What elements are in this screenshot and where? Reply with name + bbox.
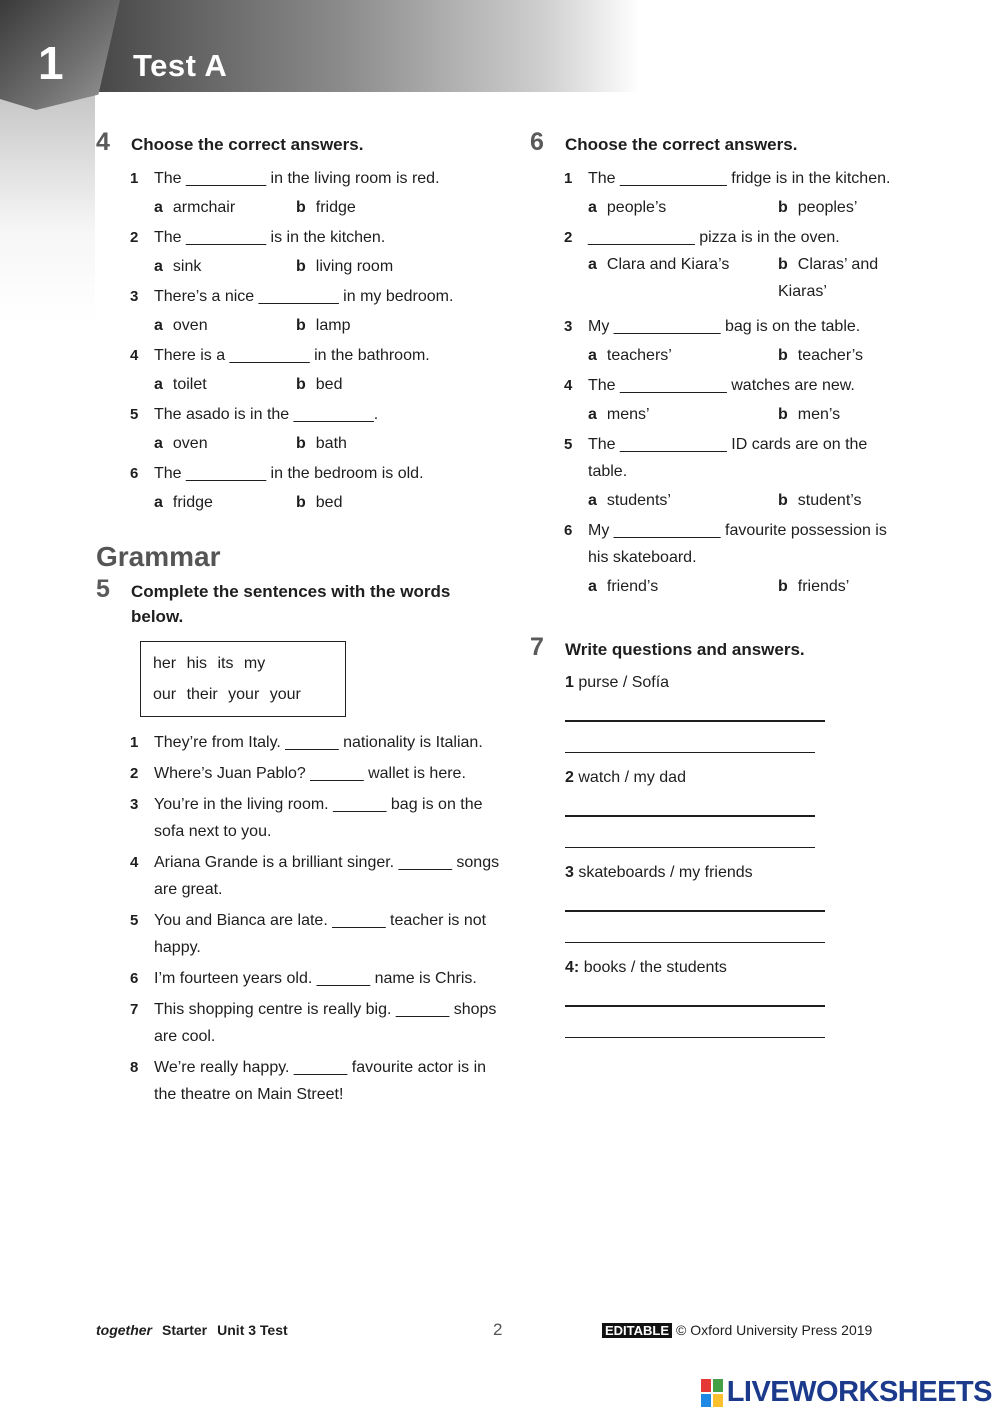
option-b[interactable]: b friends’ <box>778 578 850 595</box>
question-number: 5 <box>130 912 139 929</box>
left-column <box>96 128 500 1112</box>
question-text: The _________ is in the kitchen. <box>154 229 386 246</box>
question <box>530 372 908 399</box>
exercise-number: 5 <box>96 575 110 603</box>
footer-book: together <box>96 1322 152 1338</box>
question-number: 3 <box>130 288 139 305</box>
footer-level: Starter <box>162 1322 208 1338</box>
question <box>96 460 496 487</box>
option-b[interactable]: b bed <box>296 494 343 511</box>
answer-line[interactable] <box>565 1005 825 1007</box>
question-number: 6 <box>564 522 573 539</box>
question <box>96 401 496 428</box>
liveworksheets-logo <box>701 1376 992 1409</box>
option-a[interactable]: a oven <box>154 317 208 334</box>
exercise-instruction: Choose the correct answers. <box>131 135 364 154</box>
right-column <box>530 128 930 1038</box>
answer-line[interactable] <box>565 815 815 817</box>
question-text: ____________ pizza is in the oven. <box>588 229 840 246</box>
options <box>96 251 496 283</box>
footer-unit: Unit 3 Test <box>217 1322 288 1338</box>
exercise-instruction: Write questions and answers. <box>565 640 805 659</box>
question <box>96 342 496 369</box>
question <box>96 965 494 992</box>
question-number: 1 <box>130 734 139 751</box>
question-number: 4 <box>130 347 139 364</box>
options <box>530 192 930 224</box>
options <box>530 485 930 517</box>
question <box>96 849 504 903</box>
footer-book-info <box>96 1322 298 1338</box>
page-number: 2 <box>493 1320 503 1339</box>
option-b[interactable]: b living room <box>296 258 394 275</box>
option-a[interactable]: a friend’s <box>588 578 659 595</box>
question-text: There’s a nice _________ in my bedroom. <box>154 288 454 305</box>
question-text[interactable]: This shopping centre is really big. ______ shops are cool. <box>154 1001 497 1045</box>
answer-line[interactable] <box>565 720 825 722</box>
question <box>96 996 499 1050</box>
question-text: The _________ in the living room is red. <box>154 170 440 187</box>
question-number: 7 <box>130 1001 139 1018</box>
options <box>96 428 496 460</box>
write-prompt: 4: books / the students <box>565 959 727 976</box>
option-a[interactable]: a students’ <box>588 492 671 509</box>
question-text[interactable]: We’re really happy. ______ favourite actor is in the theatre on Main Street! <box>154 1059 487 1103</box>
option-b[interactable]: b fridge <box>296 199 356 216</box>
question-number: 5 <box>564 436 573 453</box>
option-b[interactable]: b Claras’ and Kiaras’ <box>778 256 879 300</box>
write-prompt: 2 watch / my dad <box>565 769 686 786</box>
exercise-number: 4 <box>96 128 110 156</box>
question <box>530 517 908 571</box>
option-a[interactable]: a oven <box>154 435 208 452</box>
question <box>96 760 494 787</box>
question-number: 6 <box>130 970 139 987</box>
question-text[interactable]: Ariana Grande is a brilliant singer. ______ songs are great. <box>154 854 500 898</box>
question-number: 8 <box>130 1059 139 1076</box>
option-a[interactable]: a sink <box>154 258 202 275</box>
question-text[interactable]: Where’s Juan Pablo? ______ wallet is here. <box>154 765 466 782</box>
question <box>96 1054 494 1108</box>
section-heading-grammar: Grammar <box>96 541 221 572</box>
word-box-line: her his its my <box>153 655 266 672</box>
question-number: 4 <box>130 854 139 871</box>
question-number: 3 <box>130 796 139 813</box>
question-text: The ____________ ID cards are on the table. <box>588 436 868 480</box>
brand-name: LIVEWORKSHEETS <box>726 1376 992 1408</box>
liveworksheets-icon <box>701 1379 723 1407</box>
question-text: The _________ in the bedroom is old. <box>154 465 424 482</box>
copyright-text: © Oxford University Press 2019 <box>676 1322 873 1338</box>
option-a[interactable]: a Clara and Kiara’s <box>588 256 730 273</box>
option-a[interactable]: a teachers’ <box>588 347 672 364</box>
question-text[interactable]: You and Bianca are late. ______ teacher is not happy. <box>154 912 487 956</box>
question <box>96 224 496 251</box>
question <box>530 431 908 485</box>
write-prompt: 3 skateboards / my friends <box>565 864 753 881</box>
question <box>96 791 494 845</box>
options <box>530 251 930 313</box>
write-prompt: 1 purse / Sofía <box>565 674 670 691</box>
question-text: My ____________ favourite possession is his skateboard. <box>588 522 887 566</box>
word-box <box>140 641 346 717</box>
exercise-5-heading <box>96 575 496 629</box>
question-text[interactable]: They’re from Italy. ______ nationality is Italian. <box>154 734 483 751</box>
exercise-6-heading <box>530 128 930 157</box>
editable-badge: EDITABLE <box>602 1323 672 1338</box>
question-text[interactable]: You’re in the living room. ______ bag is on the sofa next to you. <box>154 796 483 840</box>
exercise-7-heading <box>530 633 930 662</box>
options <box>530 340 930 372</box>
option-b[interactable]: b student’s <box>778 492 862 509</box>
test-title: Test A <box>133 48 228 83</box>
answer-line[interactable] <box>565 1037 825 1038</box>
question-number: 1 <box>130 170 139 187</box>
option-b[interactable]: b bath <box>296 435 347 452</box>
question-number: 1 <box>564 170 573 187</box>
option-a[interactable]: a toilet <box>154 376 207 393</box>
question-text: There is a _________ in the bathroom. <box>154 347 430 364</box>
options <box>530 571 930 603</box>
option-a[interactable]: a people’s <box>588 199 667 216</box>
option-a[interactable]: a fridge <box>154 494 213 511</box>
question-text: The ____________ fridge is in the kitchen. <box>588 170 891 187</box>
question <box>96 165 496 192</box>
question <box>530 165 908 192</box>
question <box>96 283 496 310</box>
decorative-shade <box>0 92 95 322</box>
option-b[interactable]: b teacher’s <box>778 347 864 364</box>
options <box>96 192 496 224</box>
question <box>530 313 908 340</box>
question-text: The ____________ watches are new. <box>588 377 855 394</box>
question <box>530 224 908 251</box>
question-number: 3 <box>564 318 573 335</box>
question-text: The asado is in the _________. <box>154 406 379 423</box>
word-box-line: our their your your <box>153 686 301 703</box>
question-number: 2 <box>130 765 139 782</box>
option-a[interactable]: a mens’ <box>588 406 650 423</box>
option-b[interactable]: b lamp <box>296 317 351 334</box>
question-number: 2 <box>130 229 139 246</box>
exercise-4-heading <box>96 128 496 157</box>
question-text: My ____________ bag is on the table. <box>588 318 861 335</box>
question-number: 4 <box>564 377 573 394</box>
option-b[interactable]: b peoples’ <box>778 199 858 216</box>
footer-copyright <box>602 1322 872 1338</box>
question <box>96 729 494 756</box>
options <box>96 369 496 401</box>
question-number: 5 <box>130 406 139 423</box>
option-a[interactable]: a armchair <box>154 199 236 216</box>
exercise-instruction: Choose the correct answers. <box>565 135 798 154</box>
option-b[interactable]: b men’s <box>778 406 841 423</box>
question-number: 2 <box>564 229 573 246</box>
exercise-number: 6 <box>530 128 544 156</box>
question-number: 6 <box>130 465 139 482</box>
option-b[interactable]: b bed <box>296 376 343 393</box>
options <box>530 399 930 431</box>
question-text[interactable]: I’m fourteen years old. ______ name is Chris. <box>154 970 477 987</box>
unit-number: 1 <box>38 37 64 89</box>
exercise-instruction: Complete the sentences with the words below. <box>131 582 451 626</box>
options <box>96 310 496 342</box>
answer-line[interactable] <box>565 910 825 912</box>
options <box>96 487 496 519</box>
question <box>96 907 494 961</box>
exercise-number: 7 <box>530 633 544 661</box>
